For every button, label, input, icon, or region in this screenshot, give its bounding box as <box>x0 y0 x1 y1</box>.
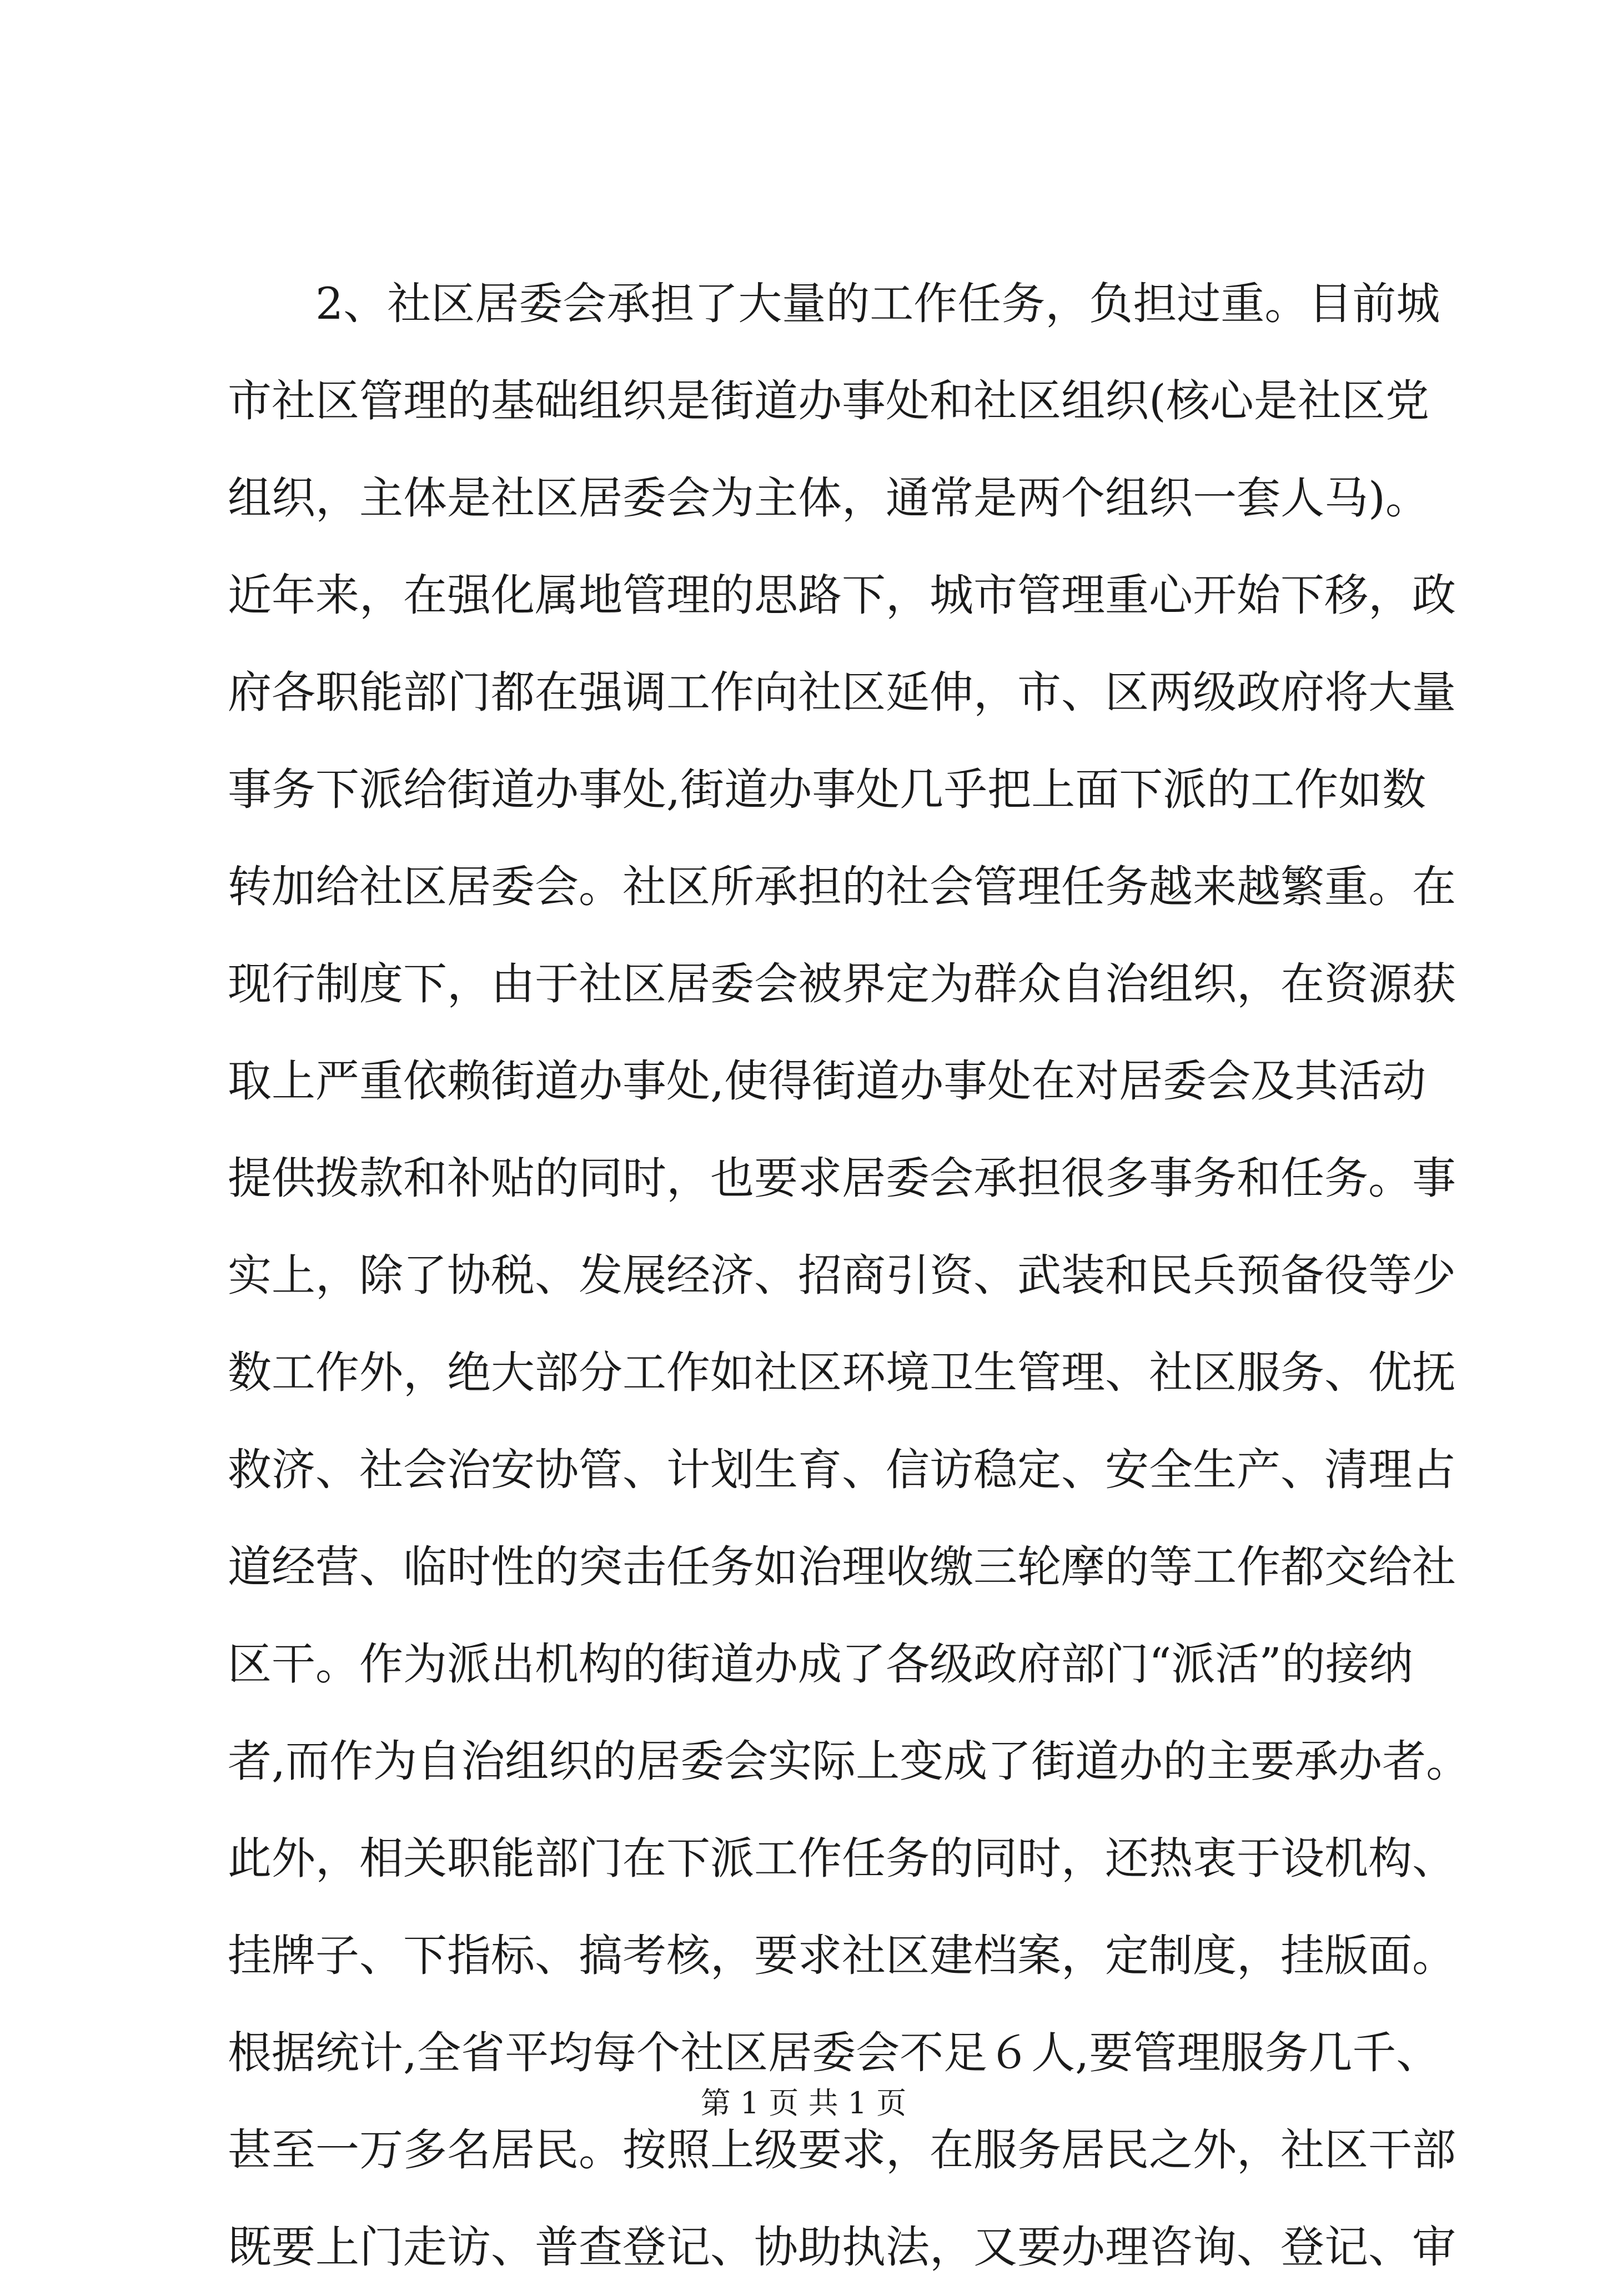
text-line: 区干。作为派出机构的街道办成了各级政府部门“派活”的接纳 <box>228 1639 1413 1690</box>
text-line: 者,而作为自治组织的居委会实际上变成了街道办的主要承办者。 <box>228 1736 1470 1787</box>
text-line: 事务下派给街道办事处,街道办事处几乎把上面下派的工作如数 <box>228 764 1427 815</box>
text-line: 根据统计,全省平均每个社区居委会不足６人,要管理服务几千、 <box>228 2027 1440 2078</box>
text-line: 府各职能部门都在强调工作向社区延伸，市、区两级政府将大量 <box>228 667 1456 718</box>
text-line: 既要上门走访、普查登记、协助执法，又要办理咨询、登记、审 <box>228 2222 1456 2273</box>
text-line: 现行制度下，由于社区居委会被界定为群众自治组织，在资源获 <box>228 958 1456 1009</box>
body-paragraph <box>228 255 1470 2296</box>
text-line: 2、社区居委会承担了大量的工作任务，负担过重。目前城 <box>315 278 1440 329</box>
text-line: 取上严重依赖街道办事处,使得街道办事处在对居委会及其活动 <box>228 1056 1427 1107</box>
text-line: 实上，除了协税、发展经济、招商引资、武装和民兵预备役等少 <box>228 1250 1456 1301</box>
page-footer: 第 1 页 共 1 页 <box>700 2086 907 2121</box>
text-line: 此外，相关职能部门在下派工作任务的同时，还热衷于设机构、 <box>228 1833 1456 1884</box>
text-line: 市社区管理的基础组织是街道办事处和社区组织(核心是社区党 <box>228 375 1429 426</box>
text-line: 组织，主体是社区居委会为主体，通常是两个组织一套人马)。 <box>228 473 1429 524</box>
text-line: 救济、社会治安协管、计划生育、信访稳定、安全生产、清理占 <box>228 1444 1456 1495</box>
text-line: 甚至一万多名居民。按照上级要求，在服务居民之外，社区干部 <box>228 2124 1456 2176</box>
text-line: 转加给社区居委会。社区所承担的社会管理任务越来越繁重。在 <box>228 861 1456 912</box>
text-line: 道经营、临时性的突击任务如治理收缴三轮摩的等工作都交给社 <box>228 1541 1456 1592</box>
text-line: 提供拨款和补贴的同时，也要求居委会承担很多事务和任务。事 <box>228 1153 1456 1204</box>
text-line: 挂牌子、下指标、搞考核，要求社区建档案，定制度，挂版面。 <box>228 1930 1456 1981</box>
text-line: 近年来，在强化属地管理的思路下，城市管理重心开始下移，政 <box>228 570 1456 621</box>
text-line: 数工作外，绝大部分工作如社区环境卫生管理、社区服务、优抚 <box>228 1347 1456 1398</box>
